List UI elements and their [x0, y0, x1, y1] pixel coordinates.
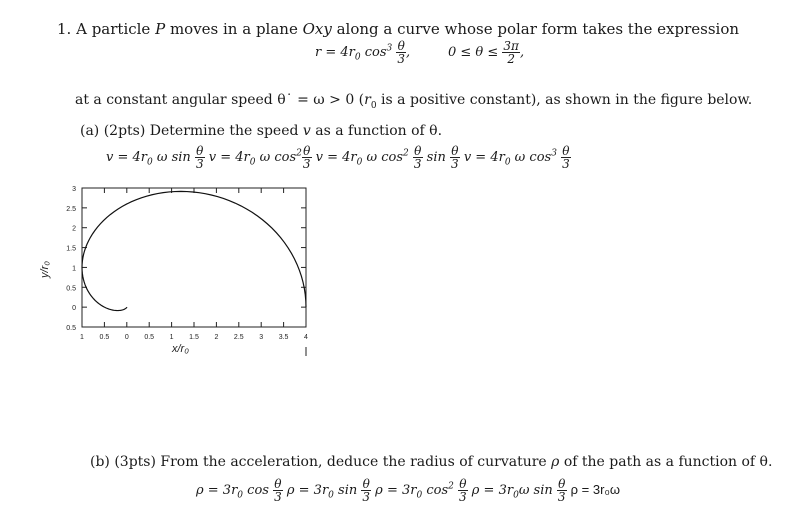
opt-lhs: ρ = 3r	[286, 483, 329, 498]
opt-num: θ	[274, 477, 282, 491]
opt-lhs: v = 4r	[463, 150, 505, 165]
opt-num: θ	[562, 144, 570, 158]
part-b-option-last[interactable]: ρ = 3r₀ω	[570, 482, 620, 497]
opt-num: θ	[303, 144, 311, 158]
part-b-prompt-pre: (b) (3pts) From the acceleration, deduce the radius of curvature	[90, 454, 552, 470]
x-tick-label: 0	[124, 334, 129, 341]
opt-den: 3	[413, 157, 422, 171]
x-axis-label: x/r₀	[172, 343, 189, 355]
equation-frac-num: θ	[397, 39, 405, 53]
opt-num: θ	[451, 144, 459, 158]
opt-lhs: v = 4r	[106, 150, 147, 165]
opt-num: θ	[362, 477, 370, 491]
equation-lhs: r = 4r	[315, 45, 355, 60]
question-statement	[57, 20, 739, 38]
opt-den: 3	[459, 490, 467, 504]
opt-den: 3	[451, 157, 459, 171]
part-a-options	[106, 145, 571, 170]
opt-mid: ω cos	[255, 150, 297, 165]
opt-den: 3	[274, 490, 282, 504]
path-figure	[36, 180, 336, 390]
opt-tail: sin	[422, 150, 446, 165]
opt-pow: 2	[296, 148, 302, 159]
part-a-prompt-post: as a function of θ.	[310, 123, 443, 139]
opt-lhs: v = 4r	[208, 150, 250, 165]
part-a-prompt	[80, 123, 442, 139]
opt-lhs: v = 4r	[315, 150, 357, 165]
x-tick-label: 1.5	[189, 334, 199, 341]
part-a-var: v	[302, 123, 311, 139]
equation-func: cos	[360, 45, 387, 60]
opt-sub: 0	[249, 157, 256, 168]
opt-den: 3	[562, 157, 570, 171]
opt-pow: 2	[448, 481, 454, 492]
y-tick-label: 0.5	[66, 325, 76, 332]
opt-num: θ	[196, 144, 204, 158]
opt-mid: ω cos	[362, 150, 404, 165]
y-tick-label: 1	[72, 265, 76, 273]
range-den: 2	[507, 52, 515, 66]
range-lhs: 0 ≤ θ ≤	[448, 45, 499, 60]
condition-r-sub: 0	[370, 100, 377, 111]
condition-theta: θ˙	[277, 92, 293, 108]
condition-pre: at a constant angular speed	[75, 92, 278, 108]
opt-sub: 0	[416, 490, 423, 501]
condition-post: is a positive constant), as shown in the figure below.	[376, 92, 753, 108]
opt-mid: sin	[333, 483, 358, 498]
opt-num: θ	[414, 144, 422, 158]
part-a-option[interactable]	[463, 144, 571, 171]
question-intro-pre: A particle	[76, 20, 156, 38]
opt-mid: ω sin	[518, 483, 553, 498]
x-tick-label: 3.5	[278, 334, 289, 341]
x-tick-label: 3	[259, 334, 264, 341]
theta-range	[448, 40, 524, 65]
plot-frame	[82, 188, 306, 327]
opt-lhs: ρ = 3r	[196, 483, 238, 498]
x-tick-label: 1	[169, 334, 174, 341]
opt-mid: cos	[243, 483, 269, 498]
y-tick-label: 0	[72, 305, 76, 313]
part-a-option[interactable]	[106, 144, 205, 171]
part-b-option[interactable]	[375, 477, 467, 504]
x-tick-label: 2	[214, 334, 219, 341]
opt-sub: 0	[237, 490, 244, 501]
opt-den: 3	[302, 157, 311, 171]
x-tick-label: 2.5	[233, 334, 244, 341]
opt-den: 3	[557, 490, 566, 504]
equation-pow: 3	[386, 43, 393, 54]
opt-num: θ	[558, 477, 566, 491]
opt-sub: 0	[328, 490, 334, 501]
question-number: 1.	[57, 20, 72, 38]
x-tick-label: 4	[304, 334, 308, 341]
opt-mid: cos	[422, 483, 449, 498]
opt-sub: 0	[513, 490, 519, 501]
condition-r: r	[364, 92, 371, 108]
part-a-prompt-pre: (a) (2pts) Determine the speed	[80, 123, 303, 139]
x-tick-label: 1	[80, 334, 84, 341]
opt-pow: 3	[551, 148, 557, 159]
plane-symbol: Oxy	[302, 20, 332, 38]
equation-frac-den: 3	[397, 52, 406, 66]
part-b-prompt	[90, 454, 772, 470]
question-intro-mid: moves in a plane	[165, 20, 303, 38]
opt-sub: 0	[356, 157, 363, 168]
part-a-option[interactable]	[315, 144, 446, 171]
opt-sub: 0	[147, 157, 153, 168]
particle-symbol: P	[155, 20, 166, 38]
equation-sub: 0	[354, 52, 361, 63]
opt-num: θ	[459, 477, 467, 491]
range-suffix: ,	[519, 45, 525, 60]
opt-lhs: ρ = 3r	[375, 483, 417, 498]
y-tick-label: 2.5	[66, 205, 76, 213]
condition-mid: = ω > 0 (	[292, 92, 365, 108]
part-a-option[interactable]	[208, 144, 312, 171]
part-b-options	[196, 478, 620, 503]
part-a-option[interactable]	[450, 144, 460, 171]
equation-suffix: ,	[406, 45, 411, 60]
condition-line	[75, 92, 752, 111]
opt-sub: 0	[504, 157, 511, 168]
path-curve	[82, 191, 306, 310]
y-tick-label: 2	[72, 225, 76, 233]
opt-lhs: ρ = 3r	[471, 483, 514, 498]
opt-den: 3	[362, 490, 371, 504]
part-b-option[interactable]	[286, 477, 371, 504]
polar-equation	[315, 40, 410, 65]
part-b-option[interactable]	[196, 477, 283, 504]
x-tick-label: 0.5	[99, 334, 110, 341]
y-axis-label: y/r₀	[39, 261, 51, 278]
question-intro-post: along a curve whose polar form takes the expression	[331, 20, 740, 38]
opt-den: 3	[195, 157, 204, 171]
x-tick-label: 0.5	[144, 334, 155, 341]
y-tick-label: 3	[72, 186, 76, 193]
opt-mid: ω cos	[510, 150, 552, 165]
range-num: 3π	[503, 39, 519, 53]
part-b-var: ρ	[551, 454, 560, 470]
y-tick-label: 0.5	[66, 285, 76, 293]
part-b-prompt-post: of the path as a function of θ.	[559, 454, 773, 470]
opt-mid: ω sin	[152, 150, 191, 165]
part-b-option[interactable]	[471, 477, 567, 504]
opt-pow: 2	[403, 148, 409, 159]
y-tick-label: 1.5	[66, 245, 76, 253]
